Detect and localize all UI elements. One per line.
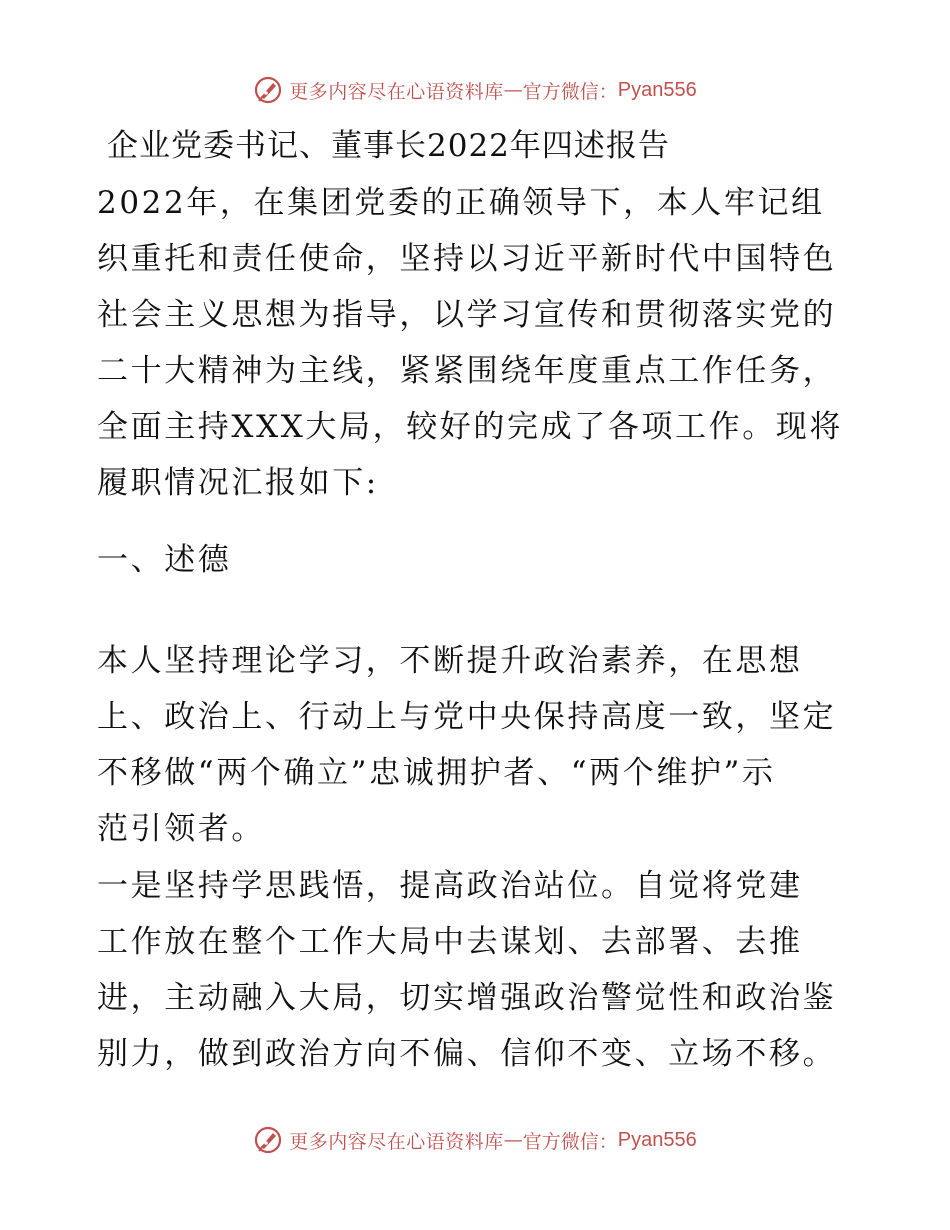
watermark-wechat-id: Pyan556	[617, 78, 697, 101]
morality-paragraph: 本人坚持理论学习，不断提升政治素养，在思想 上、政治上、行动上与党中央保持高度一致，坚定 不移做“两个确立”忠诚拥护者、“两个维护”示 范引领者。	[97, 643, 837, 847]
watermark-brand: 更多内容尽在心语资料库	[289, 80, 504, 103]
document-title: 企业党委书记、董事长2022年四述报告	[107, 128, 670, 164]
watermark-dash: —	[503, 1129, 523, 1151]
point-one-paragraph: 一是坚持学思践悟，提高政治站位。自觉将党建 工作放在整个工作大局中去谋划、去部署、去推 进，主动融入大局，切实增强政治警觉性和政治鉴 别力，做到政治方向不偏、信仰不变、立场不移。	[97, 868, 837, 1072]
watermark-header	[0, 70, 950, 110]
watermark-dash: —	[503, 79, 523, 101]
pen-nib-logo-icon	[253, 75, 283, 105]
watermark-brand: 更多内容尽在心语资料库	[289, 1130, 504, 1153]
watermark-footer	[0, 1120, 950, 1160]
watermark-wechat-label: 官方微信：	[522, 1130, 618, 1153]
watermark-wechat-id: Pyan556	[617, 1128, 697, 1151]
watermark-wechat-label: 官方微信：	[522, 80, 618, 103]
section-heading-morality: 一、述德	[97, 542, 232, 578]
pen-nib-logo-icon	[253, 1125, 283, 1155]
intro-paragraph: 2022年，在集团党委的正确领导下，本人牢记组 织重托和责任使命，坚持以习近平新时代中国特色 社会主义思想为指导，以学习宣传和贯彻落实党的 二十大精神为主线，紧紧围绕年度重点工作任务， 全面主持XXX大局，较好的完成了各项工作。现将 履职情况汇报如下:	[97, 185, 844, 501]
